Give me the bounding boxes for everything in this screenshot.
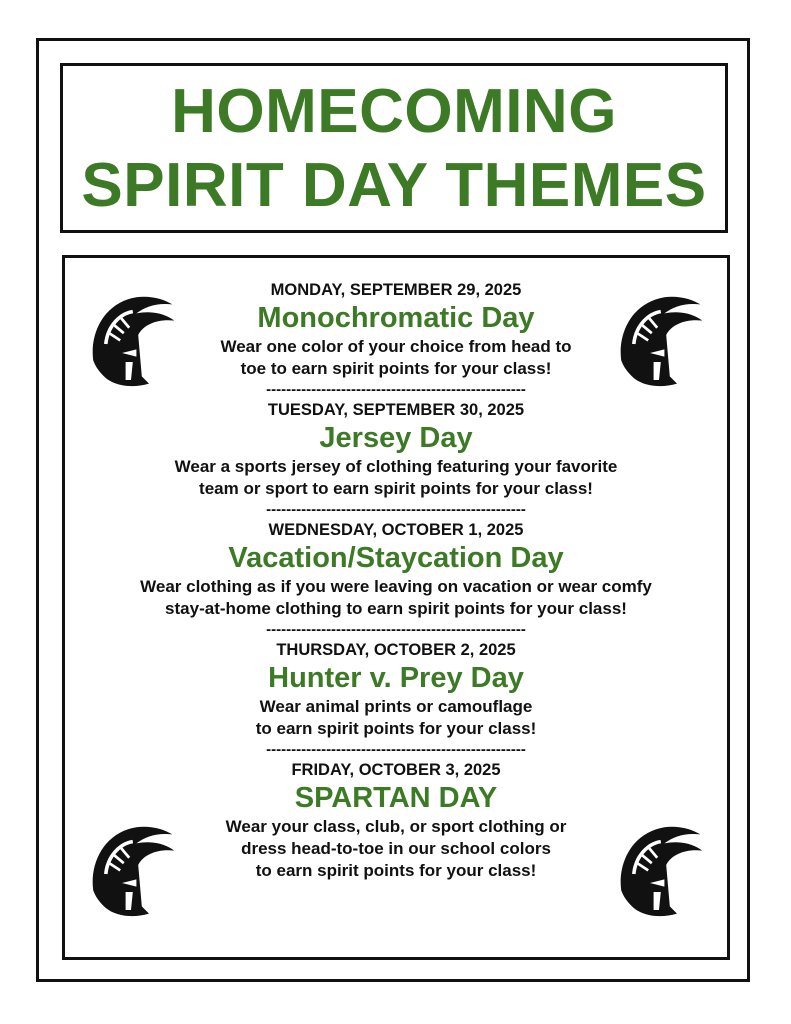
day-description: dress head-to-toe in our school colors xyxy=(241,839,551,858)
day-date: WEDNESDAY, OCTOBER 1, 2025 xyxy=(268,521,524,539)
day-description: team or sport to earn spirit points for your class! xyxy=(199,479,593,498)
day-description: to earn spirit points for your class! xyxy=(255,719,537,738)
schedule-panel xyxy=(62,255,730,960)
day-description: Wear a sports jersey of clothing featuring your favorite xyxy=(174,457,618,476)
separator: ---------------------------------------------------- xyxy=(266,741,526,758)
spartan-helmet-icon xyxy=(85,290,177,398)
day-thursday xyxy=(65,640,727,740)
day-theme: Vacation/Staycation Day xyxy=(228,542,564,574)
day-description: stay-at-home clothing to earn spirit points for your class! xyxy=(165,599,627,618)
separator: ---------------------------------------------------- xyxy=(266,501,526,518)
title-line-2: SPIRIT DAY THEMES xyxy=(81,151,707,220)
day-theme: Monochromatic Day xyxy=(257,302,535,334)
day-date: FRIDAY, OCTOBER 3, 2025 xyxy=(291,761,501,779)
title-line-1: HOMECOMING xyxy=(171,77,617,146)
spartan-helmet-icon xyxy=(85,820,177,928)
day-date: MONDAY, SEPTEMBER 29, 2025 xyxy=(270,281,522,299)
day-theme: Jersey Day xyxy=(319,422,473,454)
day-theme: SPARTAN DAY xyxy=(294,782,498,814)
day-description: Wear your class, club, or sport clothing or xyxy=(225,817,567,836)
day-description: Wear one color of your choice from head to xyxy=(220,337,572,356)
day-description: to earn spirit points for your class! xyxy=(255,861,537,880)
separator: ---------------------------------------------------- xyxy=(266,381,526,398)
day-description: Wear animal prints or camouflage xyxy=(259,697,533,716)
separator: ---------------------------------------------------- xyxy=(266,621,526,638)
title-banner xyxy=(60,63,728,233)
day-tuesday xyxy=(65,400,727,500)
day-date: THURSDAY, OCTOBER 2, 2025 xyxy=(276,641,516,659)
spartan-helmet-icon xyxy=(613,290,705,398)
day-date: TUESDAY, SEPTEMBER 30, 2025 xyxy=(267,401,525,419)
day-description: toe to earn spirit points for your class! xyxy=(240,359,552,378)
day-wednesday xyxy=(65,520,727,620)
day-theme: Hunter v. Prey Day xyxy=(268,662,524,694)
day-description: Wear clothing as if you were leaving on vacation or wear comfy xyxy=(140,577,652,596)
spartan-helmet-icon xyxy=(613,820,705,928)
